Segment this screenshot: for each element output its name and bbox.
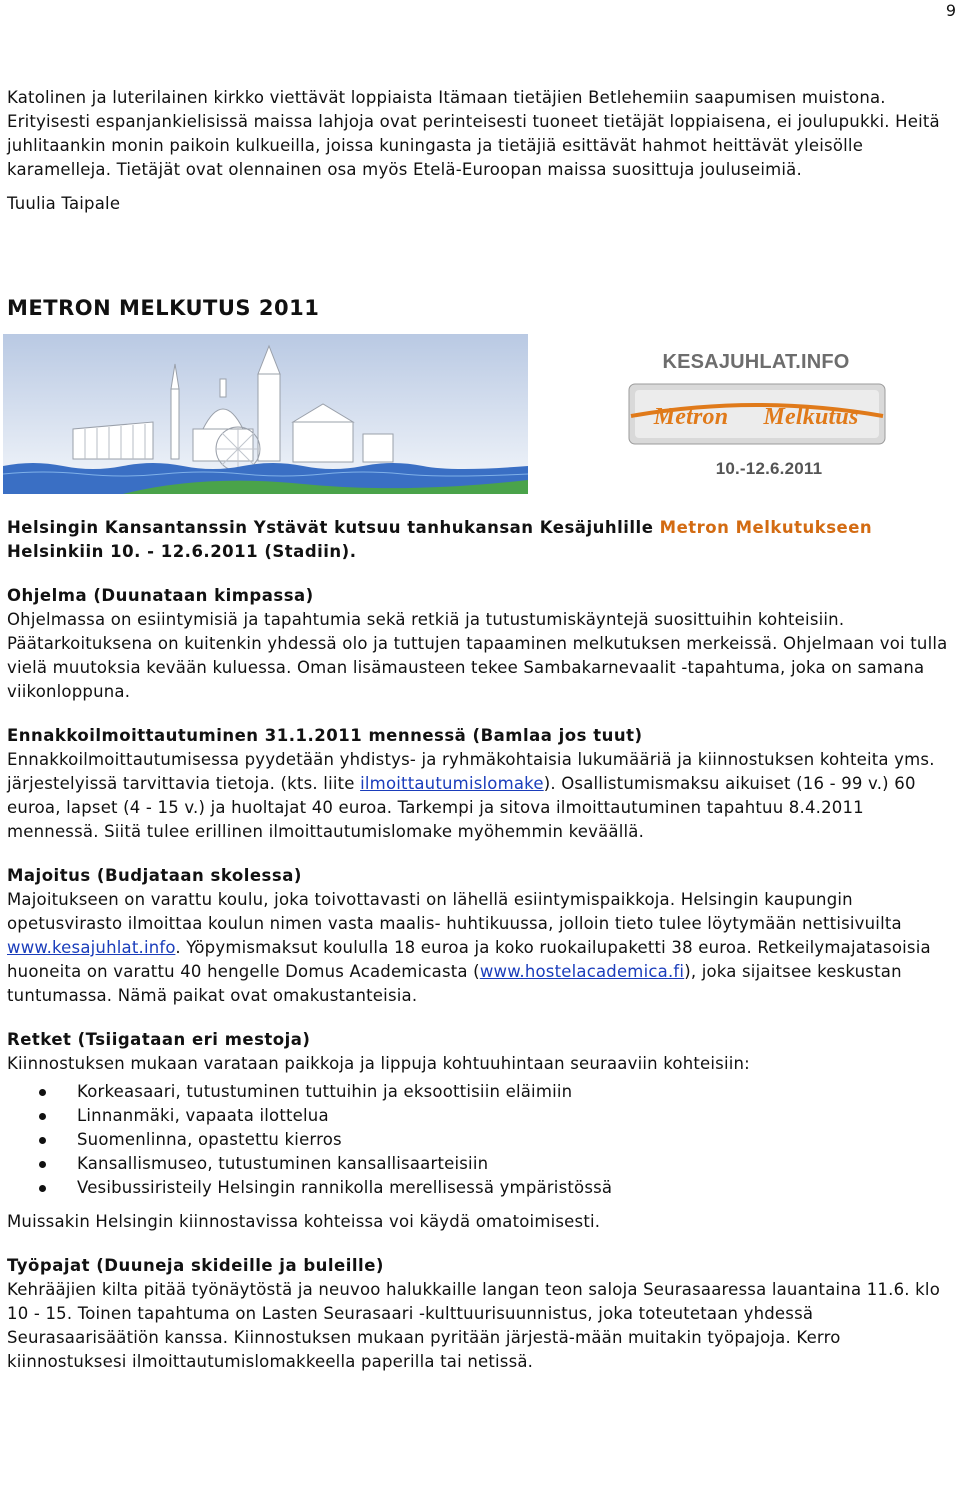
section-trips	[7, 1028, 957, 1234]
invite-part2: Helsinkiin 10. - 12.6.2011 (Stadiin).	[7, 542, 357, 561]
list-item: Vesibussiristeily Helsingin rannikolla merellisessä ympäristössä	[77, 1176, 957, 1200]
registration-form-link[interactable]: ilmoittautumislomake	[360, 774, 544, 793]
trips-intro: Kiinnostuksen mukaan varataan paikkoja ja lippuja kohtuuhintaan seuraaviin kohteisiin:	[7, 1054, 750, 1073]
accommodation-body-part1: Majoitukseen on varattu koulu, joka toivottavasti on lähellä esiintymispaikkoja. Helsingin kaupungin opetusvirasto ilmoittaa koulun nimen vasta maalis- huhtikuussa, jolloin tieto tulee löytymään nettisivuilta	[7, 890, 902, 933]
accommodation-body	[7, 888, 957, 1008]
invite-text	[7, 516, 957, 564]
list-item: Kansallismuseo, tutustuminen kansallisaarteisiin	[77, 1152, 957, 1176]
logo-dates: 10.-12.6.2011	[715, 459, 823, 478]
workshops-body: Kehrääjien kilta pitää työnäytöstä ja neuvoo halukkaille langan teon saloja Seurasaaressa lauantaina 11.6. klo 10 - 15. Toinen tapahtuma on Lasten Seurasaari -kulttuurisuunnistus, joka toteutetaan yhdessä Seurasaarisäätiön kanssa. Kiinnostuksen mukaan pyritään järjestä-mään muitakin työpajoja. Kerro kiinnostuksesi ilmoittautumislomakkeella paperilla tai netissä.	[7, 1280, 940, 1371]
registration-body-part1: Ennakkoilmoittautumisessa pyydetään yhdistys- ja ryhmäkohtaisia lukumääriä ja kiinnostuksen kohteita yms. järjestelyissä tarvittavia tietoja. (kts. liite	[7, 750, 935, 793]
kesajuhlat-logo	[621, 346, 891, 481]
section-program	[7, 584, 957, 704]
registration-body	[7, 748, 957, 844]
logo-name-right: Melkutus	[763, 404, 859, 430]
section-workshops	[7, 1254, 957, 1374]
accommodation-body-part2: . Yöpymismaksut koululla 18 euroa ja koko ruokailupaketti 38 euroa. Retkeilymajatasoisia huoneita on varattu 40 hengelle Domus Academicasta (	[7, 938, 931, 981]
document-body	[7, 86, 957, 1374]
section-registration	[7, 724, 957, 844]
invite-highlight: Metron Melkutukseen	[659, 518, 873, 537]
hostelacademica-link[interactable]: www.hostelacademica.fi	[479, 962, 685, 981]
author-name: Tuulia Taipale	[7, 194, 121, 213]
article-title: METRON MELKUTUS 2011	[7, 296, 320, 320]
list-item: Linnanmäki, vapaata ilottelua	[77, 1104, 957, 1128]
registration-heading: Ennakkoilmoittautuminen 31.1.2011 mennessä (Bamlaa jos tuut)	[7, 726, 643, 745]
kesajuhlat-link[interactable]: www.kesajuhlat.info	[7, 938, 176, 957]
header-images	[3, 334, 957, 496]
logo-site-text: KESAJUHLAT.INFO	[662, 351, 850, 373]
logo-name-left: Metron	[653, 404, 729, 430]
workshops-heading: Työpajat (Duuneja skideille ja buleille)	[7, 1256, 384, 1275]
invite-part1: Helsingin Kansantanssin Ystävät kutsuu tanhukansan Kesäjuhlille	[7, 518, 660, 537]
section-accommodation	[7, 864, 957, 1008]
helsinki-skyline-illustration	[3, 334, 528, 494]
program-body: Ohjelmassa on esiintymisiä ja tapahtumia sekä retkiä ja tutustumiskäyntejä suosittuihin kohteisiin. Päätarkoituksena on kuitenkin yhdessä olo ja tuttujen tapaaminen melkutuksen merkeissä. Ohjelmaan voi tulla vielä muutoksia kevään kuluessa. Oman lisämausteen tekee Sambakarnevaalit -tapahtuma, joka on samana viikonloppuna.	[7, 610, 948, 701]
trips-heading: Retket (Tsiigataan eri mestoja)	[7, 1030, 311, 1049]
program-heading: Ohjelma (Duunataan kimpassa)	[7, 586, 314, 605]
list-item: Suomenlinna, opastettu kierros	[77, 1128, 957, 1152]
registration-body-part2: ). Osallistumismaksu aikuiset (16 - 99 v.) 60 euroa, lapset (4 - 15 v.) ja huoltajat 40 euroa. Tarkempi ja sitova ilmoittautuminen tapahtuu 8.4.2011 mennessä. Siitä tulee erillinen ilmoittautumislomake myöhemmin keväällä.	[7, 774, 916, 841]
accommodation-body-part3: ), joka sijaitsee keskustan tuntumassa. Nämä paikat ovat omakustanteisia.	[7, 962, 902, 1005]
page-number: 9	[945, 1, 956, 20]
trips-outro: Muissakin Helsingin kiinnostavissa kohteissa voi käydä omatoimisesti.	[7, 1212, 601, 1231]
accommodation-heading: Majoitus (Budjataan skolessa)	[7, 866, 302, 885]
trips-list	[7, 1080, 957, 1200]
list-item: Korkeasaari, tutustuminen tuttuihin ja eksoottisiin eläimiin	[77, 1080, 957, 1104]
intro-paragraph: Katolinen ja luterilainen kirkko viettävät loppiaista Itämaan tietäjien Betlehemiin saapumisen muistona. Erityisesti espanjankielisissä maissa lahjoja ovat perinteisesti tuoneet tietäjät loppiaisena, ei joulupukki. Heitä juhlitaankin monin paikoin kulkueilla, joissa kuningasta ja tietäjiä esittävät hahmot heittävät yleisölle karamelleja. Tietäjät ovat olennainen osa myös Etelä-Euroopan maissa suosittuja jouluseimiä.	[7, 88, 940, 179]
